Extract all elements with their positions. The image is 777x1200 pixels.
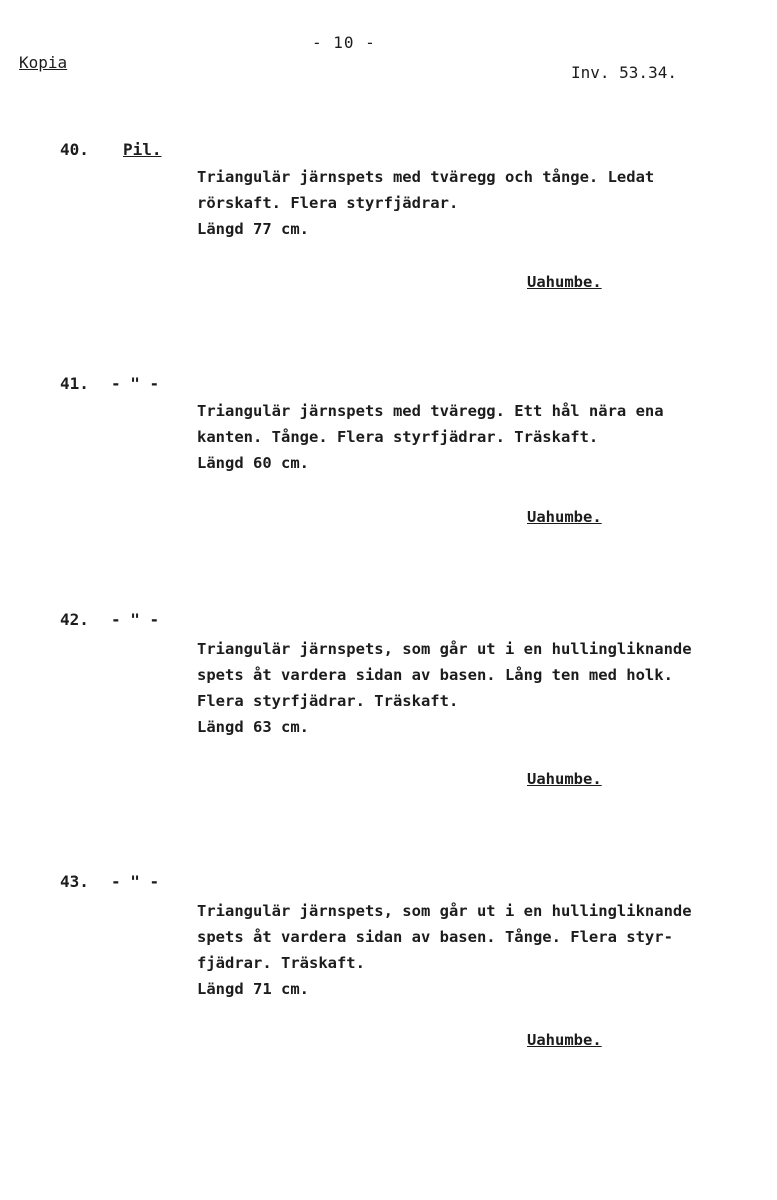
entry-place: Uahumbe.	[527, 273, 602, 291]
entry-item: - " -	[111, 374, 160, 393]
description-line: Flera styrfjädrar. Träskaft.	[197, 692, 459, 710]
inventory-number: Inv. 53.34.	[571, 63, 677, 82]
entry-number: 42.	[60, 610, 89, 629]
entry-description	[197, 898, 757, 1002]
description-line: Längd 60 cm.	[197, 454, 309, 472]
description-line: spets åt vardera sidan av basen. Lång ten med holk.	[197, 666, 673, 684]
description-line: fjädrar. Träskaft.	[197, 954, 365, 972]
description-line: Triangulär järnspets med tväregg och tånge. Ledat	[197, 168, 655, 186]
entry-place: Uahumbe.	[527, 1031, 602, 1049]
entry-item: - " -	[111, 610, 160, 629]
page-number: - 10 -	[312, 33, 376, 52]
entry-item: - " -	[111, 872, 160, 891]
entry-place: Uahumbe.	[527, 508, 602, 526]
entry-number: 43.	[60, 872, 89, 891]
description-line: Triangulär järnspets, som går ut i en hullingliknande	[197, 902, 692, 920]
description-line: rörskaft. Flera styrfjädrar.	[197, 194, 459, 212]
description-line: Triangulär järnspets, som går ut i en hullingliknande	[197, 640, 692, 658]
description-line: spets åt vardera sidan av basen. Tånge. Flera styr-	[197, 928, 673, 946]
copy-label: Kopia	[19, 53, 68, 72]
description-line: Längd 77 cm.	[197, 220, 309, 238]
entry-description	[197, 398, 757, 476]
description-line: kanten. Tånge. Flera styrfjädrar. Träskaft.	[197, 428, 599, 446]
entry-place: Uahumbe.	[527, 770, 602, 788]
entry-number: 40.	[60, 140, 89, 159]
description-line: Längd 63 cm.	[197, 718, 309, 736]
entry-item: Pil.	[123, 140, 162, 159]
description-line: Triangulär järnspets med tväregg. Ett hål nära ena	[197, 402, 664, 420]
entry-description	[197, 636, 757, 740]
entry-number: 41.	[60, 374, 89, 393]
description-line: Längd 71 cm.	[197, 980, 309, 998]
entry-description	[197, 164, 757, 242]
